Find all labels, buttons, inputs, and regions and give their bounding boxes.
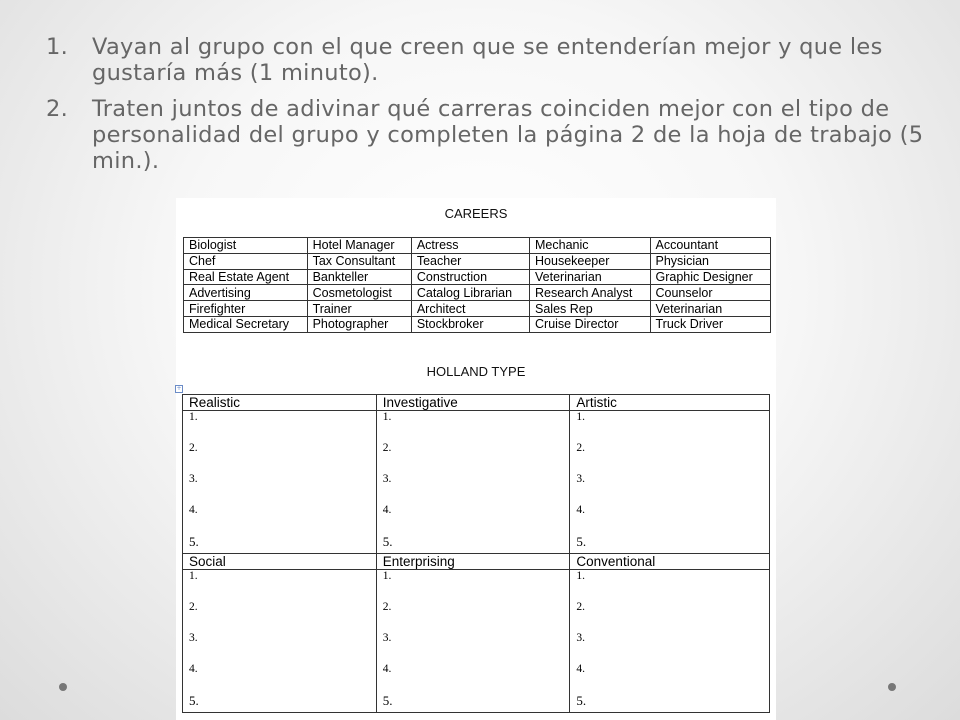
careers-table (183, 237, 771, 333)
instruction-item-2 (46, 96, 926, 174)
table-cell: Hotel Manager (307, 238, 411, 254)
list-number: 5. (382, 534, 393, 549)
numbered-list (570, 570, 770, 713)
list-number: 2. (382, 442, 392, 454)
table-cell: Mechanic (530, 238, 650, 254)
table-cell: Actress (411, 238, 529, 254)
table-cell: Veterinarian (530, 269, 650, 285)
table-cell: Graphic Designer (650, 269, 771, 285)
list-number: 5. (382, 693, 393, 708)
table-cell: Catalog Librarian (411, 285, 529, 301)
table-row (184, 301, 771, 317)
list-number: 4. (576, 504, 586, 516)
decorative-dot-right (888, 683, 896, 691)
table-row (184, 253, 771, 269)
table-cell: Research Analyst (530, 285, 650, 301)
table-cell: Bankteller (307, 269, 411, 285)
table-cell: Construction (411, 269, 529, 285)
table-cell: Cosmetologist (307, 285, 411, 301)
list-number: 3. (382, 632, 392, 644)
list-number: 1. (189, 570, 198, 582)
holland-header: Conventional (570, 554, 770, 570)
numbered-list (183, 411, 377, 554)
table-cell: Physician (650, 253, 771, 269)
table-row (184, 269, 771, 285)
list-number: 5. (576, 534, 587, 549)
list-number: 5. (189, 534, 199, 549)
list-number: 4. (189, 663, 198, 675)
careers-title: CAREERS (444, 206, 508, 221)
list-number: 4. (382, 504, 392, 516)
table-row (184, 316, 771, 332)
table-row (183, 554, 770, 570)
table-cell: Photographer (307, 316, 411, 332)
table-cell: Firefighter (184, 301, 308, 317)
holland-header: Enterprising (376, 554, 570, 570)
list-number: 2. (382, 601, 392, 613)
table-cell: Real Estate Agent (184, 269, 308, 285)
table-cell: Housekeeper (530, 253, 650, 269)
holland-title: HOLLAND TYPE (426, 364, 526, 379)
instruction-number: 2. (46, 96, 69, 122)
table-row (184, 285, 771, 301)
table-cell: Trainer (307, 301, 411, 317)
instruction-text: Vayan al grupo con el que creen que se entenderían mejor y que les gustaría más (1 minuto). (92, 34, 883, 86)
holland-header: Investigative (376, 395, 570, 411)
list-number: 2. (576, 442, 586, 454)
numbered-list (376, 570, 570, 713)
table-row (183, 395, 770, 411)
table-row (183, 411, 770, 554)
table-cell: Medical Secretary (184, 316, 308, 332)
table-cell: Biologist (184, 238, 308, 254)
list-number: 2. (576, 601, 586, 613)
table-cell: Teacher (411, 253, 529, 269)
table-cell: Architect (411, 301, 529, 317)
list-number: 3. (189, 473, 198, 485)
table-cell: Stockbroker (411, 316, 529, 332)
list-number: 1. (189, 411, 198, 423)
table-cell: Advertising (184, 285, 308, 301)
list-number: 3. (189, 632, 198, 644)
table-cell: Cruise Director (530, 316, 650, 332)
list-number: 4. (576, 663, 586, 675)
table-cell: Tax Consultant (307, 253, 411, 269)
list-number: 5. (576, 693, 587, 708)
table-row (184, 238, 771, 254)
numbered-list (183, 570, 377, 713)
instruction-number: 1. (46, 34, 69, 60)
table-cell: Accountant (650, 238, 771, 254)
list-number: 3. (576, 632, 586, 644)
list-number: 2. (189, 442, 198, 454)
instruction-text: Traten juntos de adivinar qué carreras coinciden mejor con el tipo de personalidad del grupo y completen la página 2 de la hoja de trabajo (5 min.). (92, 96, 924, 174)
list-number: 3. (576, 473, 586, 485)
table-cell: Truck Driver (650, 316, 771, 332)
list-number: 1. (382, 570, 392, 582)
table-cell: Counselor (650, 285, 771, 301)
numbered-list (376, 411, 570, 554)
worksheet-image (176, 198, 776, 720)
holland-header: Artistic (570, 395, 770, 411)
list-number: 1. (576, 411, 586, 423)
numbered-list (570, 411, 770, 554)
list-number: 2. (189, 601, 198, 613)
list-number: 5. (189, 693, 199, 708)
list-number: 4. (382, 663, 392, 675)
holland-header: Social (183, 554, 377, 570)
instruction-item-1 (46, 34, 926, 86)
holland-table (182, 394, 770, 713)
instructions-list (46, 34, 926, 184)
list-number: 4. (189, 504, 198, 516)
table-row (183, 570, 770, 713)
table-anchor-icon: + (176, 385, 182, 392)
table-cell: Sales Rep (530, 301, 650, 317)
list-number: 1. (382, 411, 392, 423)
decorative-dot-left (59, 683, 67, 691)
list-number: 3. (382, 473, 392, 485)
list-number: 1. (576, 570, 586, 582)
holland-header: Realistic (183, 395, 377, 411)
table-cell: Chef (184, 253, 308, 269)
table-cell: Veterinarian (650, 301, 771, 317)
